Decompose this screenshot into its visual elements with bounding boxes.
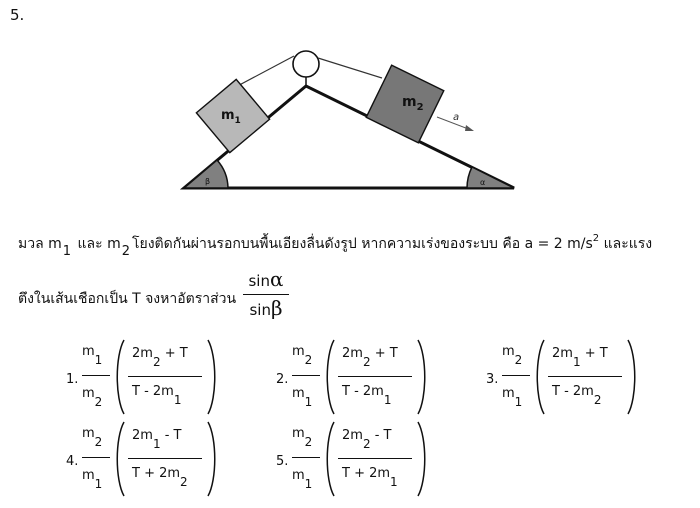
question-number: 5. <box>10 6 25 24</box>
ratio-numerator: sinα <box>248 267 284 291</box>
ratio-bar <box>243 294 289 295</box>
outer-bar <box>82 375 110 376</box>
mass2-label: $m_2$ <box>402 94 424 113</box>
right-parenthesis <box>206 420 218 498</box>
right-parenthesis <box>626 338 638 416</box>
outer-bar <box>292 375 320 376</box>
choice-outer-num: m <box>502 344 515 359</box>
choice-outer-den-sub: 2 <box>94 395 103 409</box>
outer-bar <box>292 457 320 458</box>
choice-inner-num: 2m <box>342 428 363 443</box>
outer-denominator <box>82 386 103 409</box>
sin-ratio-fraction <box>243 268 289 321</box>
angle-alpha-wedge <box>467 167 514 188</box>
inner-bar <box>338 458 412 459</box>
outer-denominator <box>292 386 313 409</box>
outer-numerator <box>292 344 313 367</box>
choice-inner-num: 2m <box>132 428 153 443</box>
outer-numerator <box>82 344 103 367</box>
choice-outer-num-sub: 2 <box>514 353 523 367</box>
outer-denominator <box>292 468 313 491</box>
inner-bar <box>548 376 622 377</box>
choice-inner-den-sub: 2 <box>593 393 602 407</box>
right-parenthesis <box>416 338 428 416</box>
choice-inner-num: 2m <box>132 346 153 361</box>
acceleration-label: a <box>453 112 460 123</box>
choice-inner-num-rest: + T <box>374 346 398 361</box>
choice-inner-den-sub: 1 <box>173 393 182 407</box>
inner-numerator <box>132 428 182 451</box>
inner-denominator <box>342 384 392 407</box>
choice-inner-num-rest: + T <box>584 346 608 361</box>
choice-outer-den-sub: 1 <box>94 477 103 491</box>
choice-outer-den: m <box>82 468 95 483</box>
outer-numerator <box>502 344 523 367</box>
choice-outer-num: m <box>82 426 95 441</box>
choice-outer-num-sub: 2 <box>94 435 103 449</box>
pulley <box>293 51 319 77</box>
q-text-part: มวล m <box>18 236 62 252</box>
choice-label: 5. <box>276 454 289 469</box>
choice-inner-den-sub: 1 <box>390 475 398 489</box>
choice-label: 2. <box>276 372 289 387</box>
ratio-denominator: sinβ <box>249 296 283 320</box>
choice-label: 3. <box>486 372 499 387</box>
choice-inner-num: 2m <box>342 346 363 361</box>
left-parenthesis <box>534 338 546 416</box>
choice-inner-num-sub: 1 <box>572 355 581 369</box>
outer-bar <box>82 457 110 458</box>
choice-inner-num-rest: - T <box>374 428 392 443</box>
inner-bar <box>128 376 202 377</box>
choice-outer-num-sub: 1 <box>94 353 103 367</box>
choice-inner-num-sub: 2 <box>362 437 371 451</box>
question-line-1 <box>18 233 653 259</box>
inner-numerator <box>342 346 398 369</box>
choice-outer-den-sub: 1 <box>304 477 313 491</box>
angle-alpha-label: α <box>480 178 486 187</box>
right-parenthesis <box>206 338 218 416</box>
choice-inner-den-pre: T - 2m <box>132 384 174 399</box>
left-parenthesis <box>324 338 336 416</box>
inner-denominator <box>132 466 188 489</box>
q-text-part: และ m <box>73 236 121 252</box>
outer-numerator <box>82 426 103 449</box>
choice-outer-den: m <box>502 386 515 401</box>
choice-outer-num: m <box>292 426 305 441</box>
q-text-part: และแรง <box>599 236 653 252</box>
inner-bar <box>128 458 202 459</box>
inner-bar <box>338 376 412 377</box>
question-line-2: ตึงในเส้นเชือกเป็น T จงหาอัตราส่วน <box>18 291 237 307</box>
choice-label: 1. <box>66 372 79 387</box>
choice-outer-num: m <box>82 344 95 359</box>
choice-inner-den-sub: 2 <box>180 475 188 489</box>
outer-denominator <box>82 468 103 491</box>
choice-inner-den-pre: T + 2m <box>132 466 181 481</box>
choice-inner-num-sub: 1 <box>152 437 161 451</box>
outer-numerator <box>292 426 313 449</box>
left-parenthesis <box>114 338 126 416</box>
rope-right <box>318 58 382 78</box>
inner-numerator <box>132 346 188 369</box>
choice-outer-num-sub: 2 <box>304 435 313 449</box>
choice-outer-den: m <box>292 468 305 483</box>
choice-outer-den: m <box>292 386 305 401</box>
outer-bar <box>502 375 530 376</box>
left-parenthesis <box>324 420 336 498</box>
choice-inner-num-sub: 2 <box>362 355 371 369</box>
choice-inner-den-sub: 1 <box>383 393 392 407</box>
inner-denominator <box>342 466 398 489</box>
right-parenthesis <box>416 420 428 498</box>
outer-denominator <box>502 386 523 409</box>
inner-denominator <box>132 384 182 407</box>
choice-label: 4. <box>66 454 79 469</box>
q-text-part: โยงติดกันผ่านรอกบนพื้นเอียงลื่นดังรูป หากความเร่งของระบบ คือ a = 2 m/s <box>132 236 593 252</box>
choice-outer-num-sub: 2 <box>304 353 313 367</box>
incline-figure <box>0 0 700 210</box>
q-superscript: 2 <box>592 233 600 244</box>
choice-outer-den-sub: 1 <box>514 395 523 409</box>
choice-inner-den-pre: T + 2m <box>342 466 391 481</box>
mass1-label: $m_1$ <box>221 108 241 126</box>
choice-outer-num: m <box>292 344 305 359</box>
choice-inner-num: 2m <box>552 346 573 361</box>
choice-inner-num-rest: + T <box>164 346 188 361</box>
angle-beta-label: β <box>205 177 211 186</box>
acceleration-arrowhead <box>465 125 474 131</box>
q-subscript: 2 <box>121 244 130 259</box>
inner-numerator <box>552 346 608 369</box>
left-parenthesis <box>114 420 126 498</box>
choice-inner-num-sub: 2 <box>152 355 161 369</box>
q-subscript: 1 <box>62 244 72 259</box>
inner-denominator <box>552 384 602 407</box>
choice-outer-den-sub: 1 <box>304 395 313 409</box>
choice-inner-den-pre: T - 2m <box>552 384 594 399</box>
choice-inner-den-pre: T - 2m <box>342 384 384 399</box>
choice-outer-den: m <box>82 386 95 401</box>
inner-numerator <box>342 428 392 451</box>
choice-inner-num-rest: - T <box>164 428 182 443</box>
